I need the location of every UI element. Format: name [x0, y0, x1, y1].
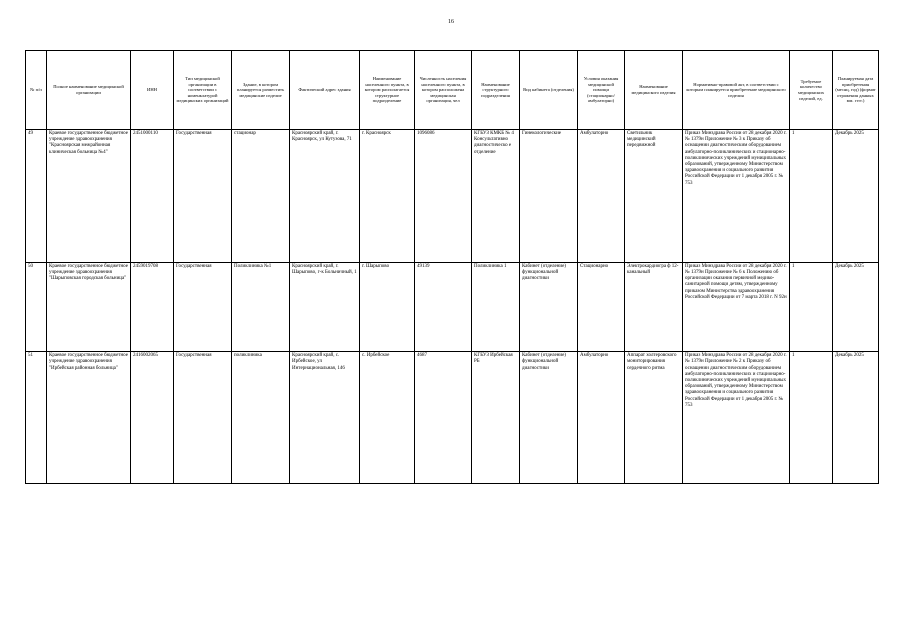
cell-inn: 2451000110	[131, 130, 174, 263]
cell-locality: г. Шарыпово	[360, 262, 415, 352]
cell-conditions: Стационарно	[578, 262, 625, 352]
header-locality: Наименование населенного пункта, в котором располагается структурное подразделение	[360, 51, 415, 130]
header-act: Нормативно-правовой акт, в соответствии с которым планируется приобретение медицинского изделия	[683, 51, 790, 130]
cell-num: 51	[26, 352, 47, 484]
cell-unit: КГБУЗ Ирбейская РБ	[472, 352, 520, 484]
cell-population: 1096086	[415, 130, 472, 263]
header-cabinet: Вид кабинета (отделения)	[520, 51, 578, 130]
cell-qty: 1	[790, 262, 833, 352]
table-row	[26, 352, 879, 484]
cell-num: 50	[26, 262, 47, 352]
cell-org-type: Государственная	[174, 352, 232, 484]
cell-qty: 1	[790, 130, 833, 263]
header-building: Здание, в котором планируется разместить медицинские изделие	[232, 51, 290, 130]
cell-org-type: Государственная	[174, 262, 232, 352]
header-date: Планируемая дата приобретения (месяц, год) (формат отражения данных мм. гггг.)	[833, 51, 879, 130]
cell-date: Декабрь 2025	[833, 352, 879, 484]
cell-cabinet: Кабинет (отделение) функциональной диагностики	[520, 262, 578, 352]
header-address: Фактический адрес здания	[290, 51, 360, 130]
cell-date: Декабрь 2025	[833, 130, 879, 263]
page-number: 16	[448, 19, 454, 25]
cell-building: стационар	[232, 130, 290, 263]
cell-unit: КГБУЗ КМКБ № 4 Консультативно диагностическо е отделение	[472, 130, 520, 263]
cell-conditions: Амбулаторно	[578, 130, 625, 263]
cell-cabinet: Кабинет (отделение) функциональной диагностики	[520, 352, 578, 484]
header-row	[26, 51, 879, 130]
table-row	[26, 262, 879, 352]
header-unit: Наименование структурного подразделения	[472, 51, 520, 130]
cell-population: 49139	[415, 262, 472, 352]
cell-address: Красноярский край, г. Шарыпово, г-к Больничный, 1	[290, 262, 360, 352]
cell-device: Электрокардиогра ф 12-канальный	[625, 262, 683, 352]
cell-act: Приказ Минздрава России от 28 декабря 2020 г. № 1379н Приложение № 2 к Приказу об оснащении диагностическим оборудованием амбулаторно-поликлинических и стационарно-поликлинических учреждений муниципальных образований, утвержденному Министерством здравоохранения и социального развития Российской Федерации от 1 декабря 2005 г. № 753	[683, 352, 790, 484]
cell-building: Поликлиника №1	[232, 262, 290, 352]
header-device: Наименование медицинского изделия	[625, 51, 683, 130]
cell-org-name: Краевое государственное бюджетное учреждение здравоохранения "Ирбейская районная больница"	[47, 352, 131, 484]
header-inn: ИНН	[131, 51, 174, 130]
cell-act: Приказ Минздрава России от 28 декабря 2020 г. № 1379н Приложение № 3 к Приказу об оснащении диагностическим оборудованием амбулаторно-поликлинических и стационарно-поликлинических учреждений муниципальных образований, утвержденному Министерством здравоохранения и социального развития Российской Федерации от 1 декабря 2005 г. № 753	[683, 130, 790, 263]
cell-locality: с. Ирбейское	[360, 352, 415, 484]
header-num: № п/п	[26, 51, 47, 130]
cell-device: Аппарат холтеровского мониторирования сердечного ритма	[625, 352, 683, 484]
cell-act: Приказ Минздрава России от 28 декабря 2020 г. № 1379н Приложение № 6 к Положению об организации оказания первичной медико-санитарной помощи детям, утвержденному приказом Министерства здравоохранения Российской Федерации от 7 марта 2018 г. N 92н	[683, 262, 790, 352]
header-org-type: Тип медицинской организации в соответствии с номенклатурой медицинских организаций	[174, 51, 232, 130]
table-row	[26, 130, 879, 263]
cell-org-type: Государственная	[174, 130, 232, 263]
cell-inn: 2416002065	[131, 352, 174, 484]
cell-conditions: Амбулаторно	[578, 352, 625, 484]
cell-address: Красноярский край, с. Ирбейское, ул Интернациональная, 146	[290, 352, 360, 484]
cell-building: поликлиника	[232, 352, 290, 484]
cell-qty: 1	[790, 352, 833, 484]
cell-date: Декабрь 2025	[833, 262, 879, 352]
cell-org-name: Краевое государственное бюджетное учреждение здравоохранения "Красноярская межрайонная клиническая больница №4"	[47, 130, 131, 263]
cell-org-name: Краевое государственное бюджетное учреждение здравоохранения "Шарыповская городская больница"	[47, 262, 131, 352]
cell-unit: Поликлиника 1	[472, 262, 520, 352]
header-conditions: Условия оказания медицинской помощи (стационарно/амбулаторно)	[578, 51, 625, 130]
header-population: Численность населения населенного пункта, в котором расположена медицинская организация, чел	[415, 51, 472, 130]
header-org-name: Полное наименование медицинской организации	[47, 51, 131, 130]
cell-locality: г. Красноярск	[360, 130, 415, 263]
cell-address: Красноярский край, г. Красноярск, ул Кутузова, 71	[290, 130, 360, 263]
cell-num: 49	[26, 130, 47, 263]
cell-population: 4687	[415, 352, 472, 484]
cell-inn: 2459019708	[131, 262, 174, 352]
cell-cabinet: Гинекологические	[520, 130, 578, 263]
equipment-table	[25, 50, 879, 484]
cell-device: Светильник медицинский передвижной	[625, 130, 683, 263]
header-qty: Требуемое количество медицинских изделий, ед.	[790, 51, 833, 130]
